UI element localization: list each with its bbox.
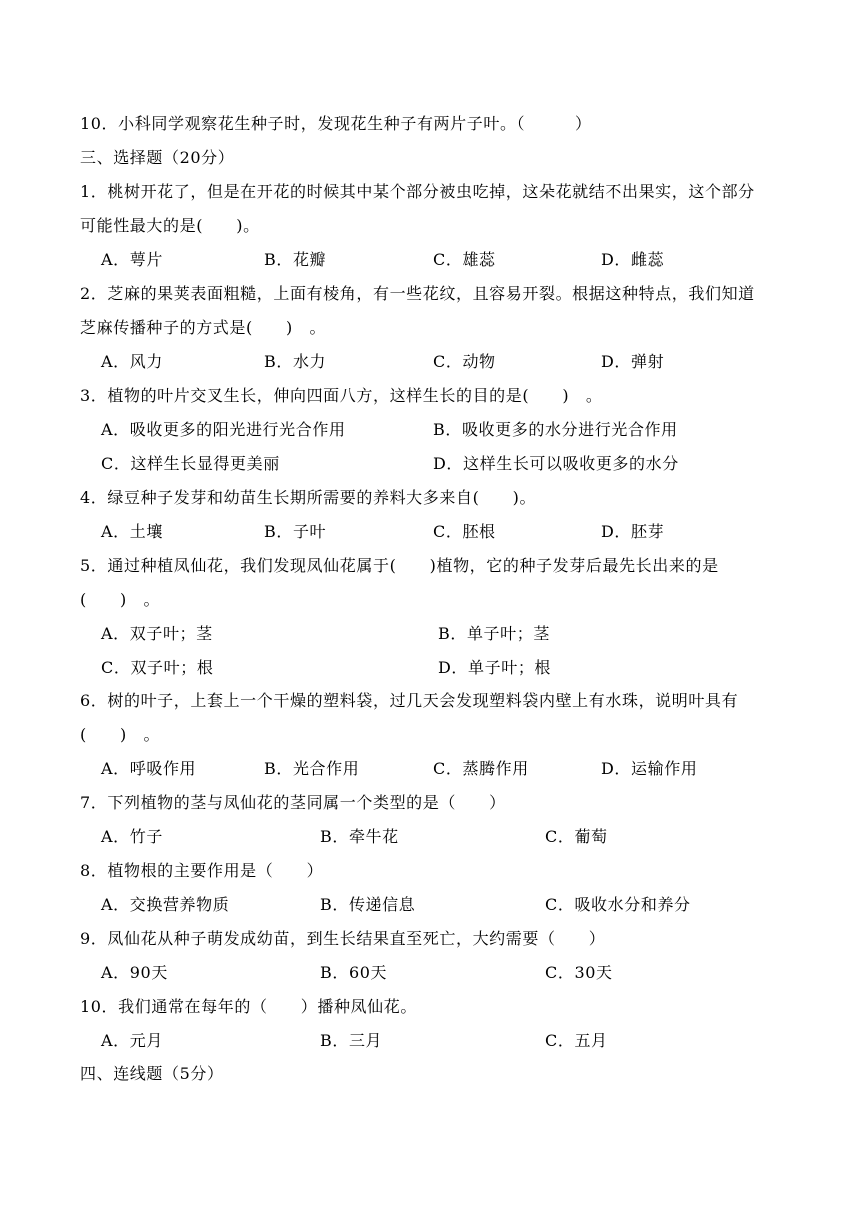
question-9-option-c: C．30天 <box>545 963 613 982</box>
question-8-option-c: C．吸收水分和养分 <box>545 895 691 914</box>
question-10-option-b: B．三月 <box>320 1031 383 1050</box>
question-3-option-b: B．吸收更多的水分进行光合作用 <box>433 420 678 439</box>
question-3-text: 3．植物的叶片交叉生长，伸向四面八方，这样生长的目的是( ) 。 <box>80 386 603 405</box>
question-3-option-a: A．吸收更多的阳光进行光合作用 <box>101 420 346 439</box>
question-7-option-c: C．葡萄 <box>545 827 608 846</box>
section-heading-matching: 四、连线题（5分） <box>80 1064 224 1083</box>
question-6-option-a: A．呼吸作用 <box>101 759 197 778</box>
question-5-option-d: D．单子叶；根 <box>438 658 552 677</box>
question-5-option-a: A．双子叶；茎 <box>101 624 213 643</box>
question-6-option-c: C．蒸腾作用 <box>433 759 529 778</box>
question-10-option-a: A．元月 <box>101 1031 163 1050</box>
question-2-text-line-1: 2．芝麻的果荚表面粗糙，上面有棱角，有一些花纹，且容易开裂。根据这种特点，我们知道 <box>80 284 755 303</box>
question-2-option-d: D．弹射 <box>601 352 665 371</box>
question-4-option-a: A．土壤 <box>101 522 163 541</box>
question-8-option-b: B．传递信息 <box>320 895 416 914</box>
question-3-option-c: C．这样生长显得更美丽 <box>101 454 280 473</box>
question-2-option-a: A．风力 <box>101 352 163 371</box>
question-10-text: 10．我们通常在每年的（ ）播种凤仙花。 <box>80 997 417 1016</box>
section-heading-choice: 三、选择题（20分） <box>80 148 235 167</box>
question-6-option-d: D．运输作用 <box>601 759 698 778</box>
question-7-text: 7．下列植物的茎与凤仙花的茎同属一个类型的是（ ） <box>80 793 506 812</box>
question-3-option-d: D．这样生长可以吸收更多的水分 <box>433 454 679 473</box>
question-4-option-d: D．胚芽 <box>601 522 665 541</box>
question-4-option-b: B．子叶 <box>264 522 327 541</box>
question-5-option-c: C．双子叶；根 <box>101 658 214 677</box>
question-8-text: 8．植物根的主要作用是（ ） <box>80 861 324 880</box>
question-2-option-c: C．动物 <box>433 352 496 371</box>
question-1-option-c: C．雄蕊 <box>433 250 496 269</box>
question-4-option-c: C．胚根 <box>433 522 496 541</box>
question-1-text-line-2: 可能性最大的是( )。 <box>80 216 260 235</box>
question-6-text-line-2: ( ) 。 <box>80 725 161 744</box>
question-1-option-d: D．雌蕊 <box>601 250 665 269</box>
question-5-text-line-1: 5．通过种植凤仙花，我们发现凤仙花属于( )植物，它的种子发芽后最先长出来的是 <box>80 556 719 575</box>
question-9-text: 9．凤仙花从种子萌发成幼苗，到生长结果直至死亡，大约需要（ ） <box>80 929 606 948</box>
question-5-text-line-2: ( ) 。 <box>80 590 161 609</box>
question-9-option-a: A．90天 <box>101 963 168 982</box>
question-6-text-line-1: 6．树的叶子，上套上一个干燥的塑料袋，过几天会发现塑料袋内壁上有水珠，说明叶具有 <box>80 691 739 710</box>
question-5-option-b: B．单子叶；茎 <box>438 624 550 643</box>
question-2-option-b: B．水力 <box>264 352 327 371</box>
question-8-option-a: A．交换营养物质 <box>101 895 230 914</box>
question-1-option-b: B．花瓣 <box>264 250 327 269</box>
question-6-option-b: B．光合作用 <box>264 759 360 778</box>
question-4-text: 4．绿豆种子发芽和幼苗生长期所需要的养料大多来自( )。 <box>80 488 537 507</box>
question-1-text-line-1: 1．桃树开花了，但是在开花的时候其中某个部分被虫吃掉，这朵花就结不出果实，这个部分 <box>80 182 755 201</box>
question-2-text-line-2: 芝麻传播种子的方式是( ) 。 <box>80 318 327 337</box>
tf-question-10: 10．小科同学观察花生种子时，发现花生种子有两片子叶。（ ） <box>80 114 592 133</box>
question-7-option-b: B．牵牛花 <box>320 827 399 846</box>
question-9-option-b: B．60天 <box>320 963 388 982</box>
question-10-option-c: C．五月 <box>545 1031 608 1050</box>
question-1-option-a: A．萼片 <box>101 250 163 269</box>
question-7-option-a: A．竹子 <box>101 827 163 846</box>
